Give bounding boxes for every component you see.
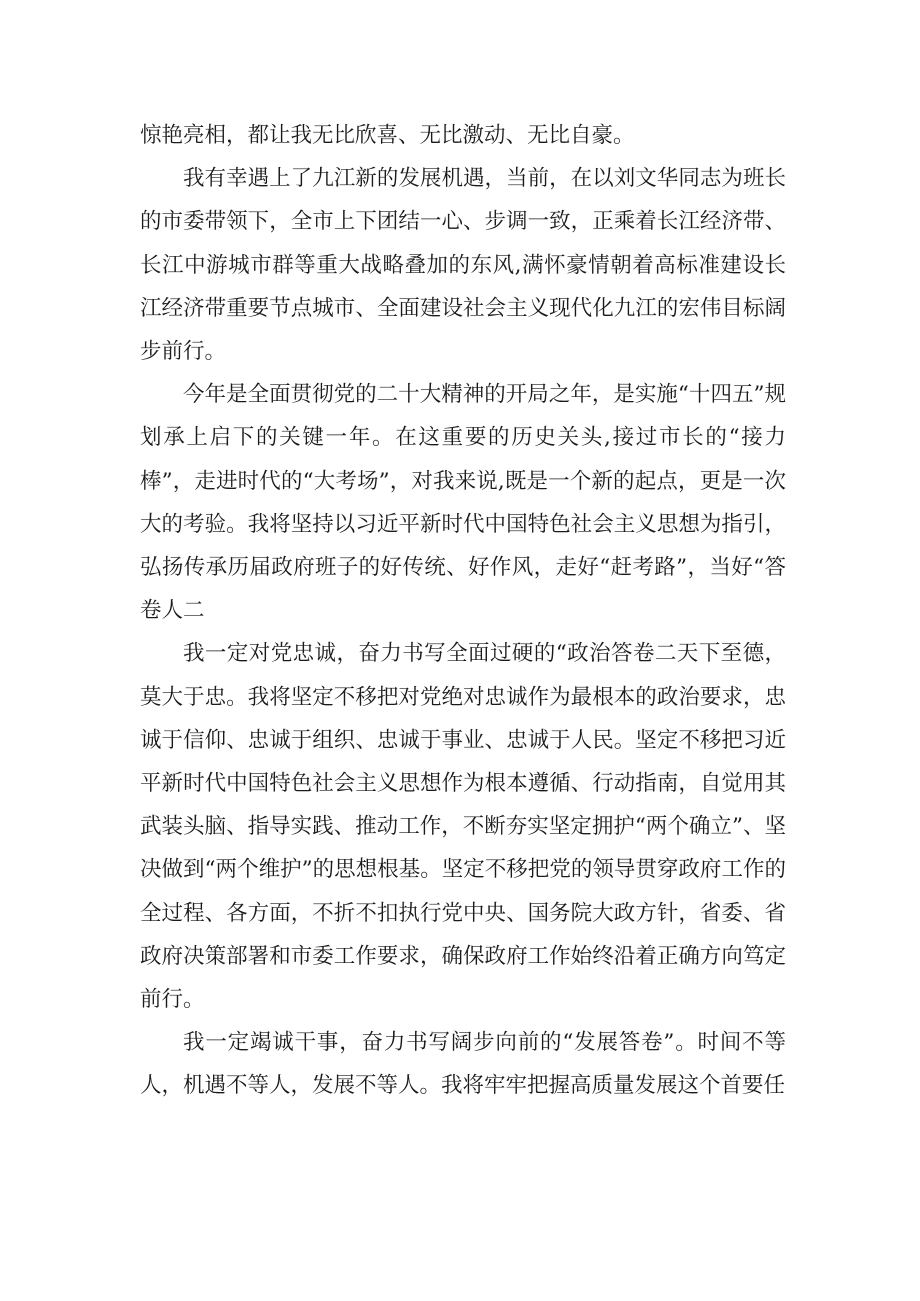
paragraph-5: 我一定竭诚干事，奋力书写阔步向前的“发展答卷”。时间不等人，机遇不等人，发展不等人。我将牢牢把握高质量发展这个首要任 bbox=[140, 1030, 786, 1099]
paragraph-4: 我一定对党忠诚，奋力书写全面过硬的“政治答卷二天下至德，莫大于忠。我将坚定不移把对党绝对忠诚作为最根本的政治要求，忠诚于信仰、忠诚于组织、忠诚于事业、忠诚于人民。坚定不移把习近平新时代中国特色社会主义思想作为根本遵循、行动指南，自觉用其武装头脑、指导实践、推动工作，不断夯实坚定拥护“两个确立”、坚决做到“两个维护”的思想根基。坚定不移把党的领导贯穿政府工作的全过程、各方面，不折不扣执行党中央、国务院大政方针，省委、省政府决策部署和市委工作要求，确保政府工作始终沿着正确方向笃定前行。 bbox=[140, 641, 786, 1013]
paragraph-1: 惊艳亮相，都让我无比欣喜、无比激动、无比自豪。 bbox=[140, 123, 635, 148]
document-body bbox=[140, 114, 786, 1108]
paragraph-3: 今年是全面贯彻党的二十大精神的开局之年，是实施“十四五”规划承上启下的关键一年。在这重要的历史关头,接过市长的“接力棒”，走进时代的“大考场”，对我来说,既是一个新的起点，更是一次大的考验。我将坚持以习近平新时代中国特色社会主义思想为指引，弘扬传承历届政府班子的好传统、好作风，走好“赶考路”，当好“答卷人二 bbox=[140, 382, 786, 624]
paragraph-2: 我有幸遇上了九江新的发展机遇，当前，在以刘文华同志为班长的市委带领下，全市上下团结一心、步调一致，正乘着长江经济带、长江中游城市群等重大战略叠加的东风,满怀豪情朝着高标准建设长江经济带重要节点城市、全面建设社会主义现代化九江的宏伟目标阔步前行。 bbox=[140, 166, 786, 365]
